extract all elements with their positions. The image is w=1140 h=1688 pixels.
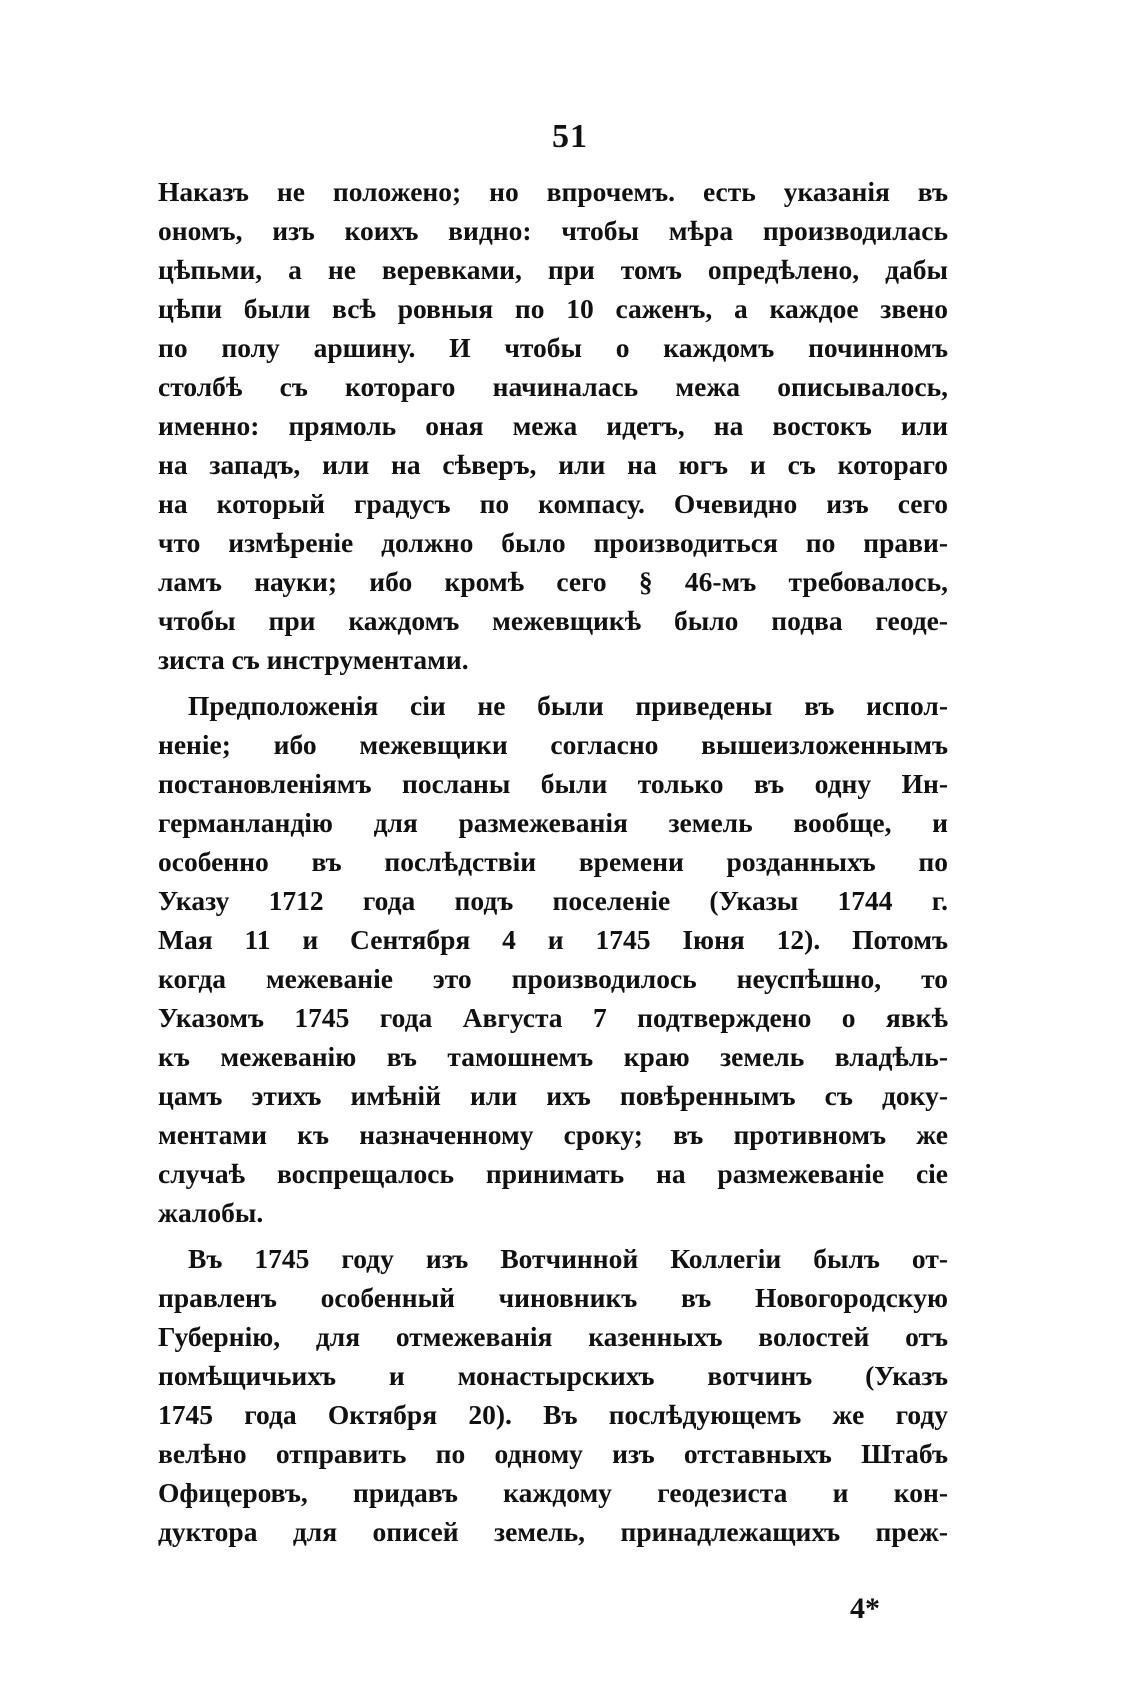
text-line: германландію для размежеванія земель вообще, и bbox=[158, 807, 948, 838]
text-line: когда межеваніе это производилось неуспѣшно, то bbox=[158, 963, 948, 994]
text-line: 1745 года Октября 20). Въ послѣдующемъ же году bbox=[158, 1399, 948, 1430]
text-line: особенно въ послѣдствіи времени розданныхъ по bbox=[158, 846, 948, 877]
paragraph-gap bbox=[158, 679, 948, 686]
paragraph-gap bbox=[158, 1232, 948, 1239]
text-line: правленъ особенный чиновникъ въ Новогородскую bbox=[158, 1282, 948, 1313]
text-line: цѣпьми, а не веревками, при томъ опредѣлено, дабы bbox=[158, 254, 948, 285]
text-line: Предположенія сіи не были приведены въ испол- bbox=[188, 690, 948, 721]
text-line: столбѣ съ котораго начиналась межа описывалось, bbox=[158, 371, 948, 402]
text-line: на западъ, или на сѣверъ, или на югъ и съ котораго bbox=[158, 449, 948, 480]
text-line: именно: прямоль оная межа идетъ, на востокъ или bbox=[158, 410, 948, 441]
text-line: цѣпи были всѣ ровныя по 10 саженъ, а каждое звено bbox=[158, 293, 948, 324]
body-text bbox=[158, 172, 948, 1551]
text-line: на который градусъ по компасу. Очевидно изъ сего bbox=[158, 488, 948, 519]
text-line: случаѣ воспрещалось принимать на размежеваніе сіе bbox=[158, 1158, 948, 1189]
text-line: Наказъ не положено; но впрочемъ. есть указанія въ bbox=[158, 176, 948, 207]
text-line: помѣщичьихъ и монастырскихъ вотчинъ (Указъ bbox=[158, 1360, 948, 1391]
paragraph bbox=[158, 686, 948, 1232]
text-line: ламъ науки; ибо кромѣ сего § 46-мъ требовалось, bbox=[158, 566, 948, 597]
text-line: цамъ этихъ имѣній или ихъ повѣреннымъ съ доку- bbox=[158, 1080, 948, 1111]
text-line: Губернію, для отмежеванія казенныхъ волостей отъ bbox=[158, 1321, 948, 1352]
text-line: по полу аршину. И чтобы о каждомъ починномъ bbox=[158, 332, 948, 363]
text-line: Мая 11 и Сентября 4 и 1745 Іюня 12). Потомъ bbox=[158, 924, 948, 955]
signature-mark: 4* bbox=[850, 1592, 880, 1625]
text-line: къ межеванію въ тамошнемъ краю земель владѣль- bbox=[158, 1041, 948, 1072]
text-line: Указу 1712 года подъ поселеніе (Указы 1744 г. bbox=[158, 885, 948, 916]
text-line: дуктора для описей земель, принадлежащихъ преж- bbox=[158, 1516, 948, 1547]
text-line: Въ 1745 году изъ Вотчинной Коллегіи былъ от- bbox=[188, 1243, 948, 1274]
text-line: ономъ, изъ коихъ видно: чтобы мѣра производилась bbox=[158, 215, 948, 246]
paragraph bbox=[158, 1239, 948, 1551]
paragraph bbox=[158, 172, 948, 679]
text-line: чтобы при каждомъ межевщикѣ было подва геоде- bbox=[158, 605, 948, 636]
text-line: ментами къ назначенному сроку; въ противномъ же bbox=[158, 1119, 948, 1150]
text-line: постановленіямъ посланы были только въ одну Ин- bbox=[158, 768, 948, 799]
text-line: велѣно отправить по одному изъ отставныхъ Штабъ bbox=[158, 1438, 948, 1469]
text-line: Офицеровъ, придавъ каждому геодезиста и кон- bbox=[158, 1477, 948, 1508]
text-line: Указомъ 1745 года Августа 7 подтверждено о явкѣ bbox=[158, 1002, 948, 1033]
text-line: неніе; ибо межевщики согласно вышеизложеннымъ bbox=[158, 729, 948, 760]
text-line: зиста съ инструментами. bbox=[158, 644, 469, 675]
page-number: 51 bbox=[552, 118, 588, 155]
text-line: что измѣреніе должно было производиться по прави- bbox=[158, 527, 948, 558]
text-line: жалобы. bbox=[158, 1197, 264, 1228]
